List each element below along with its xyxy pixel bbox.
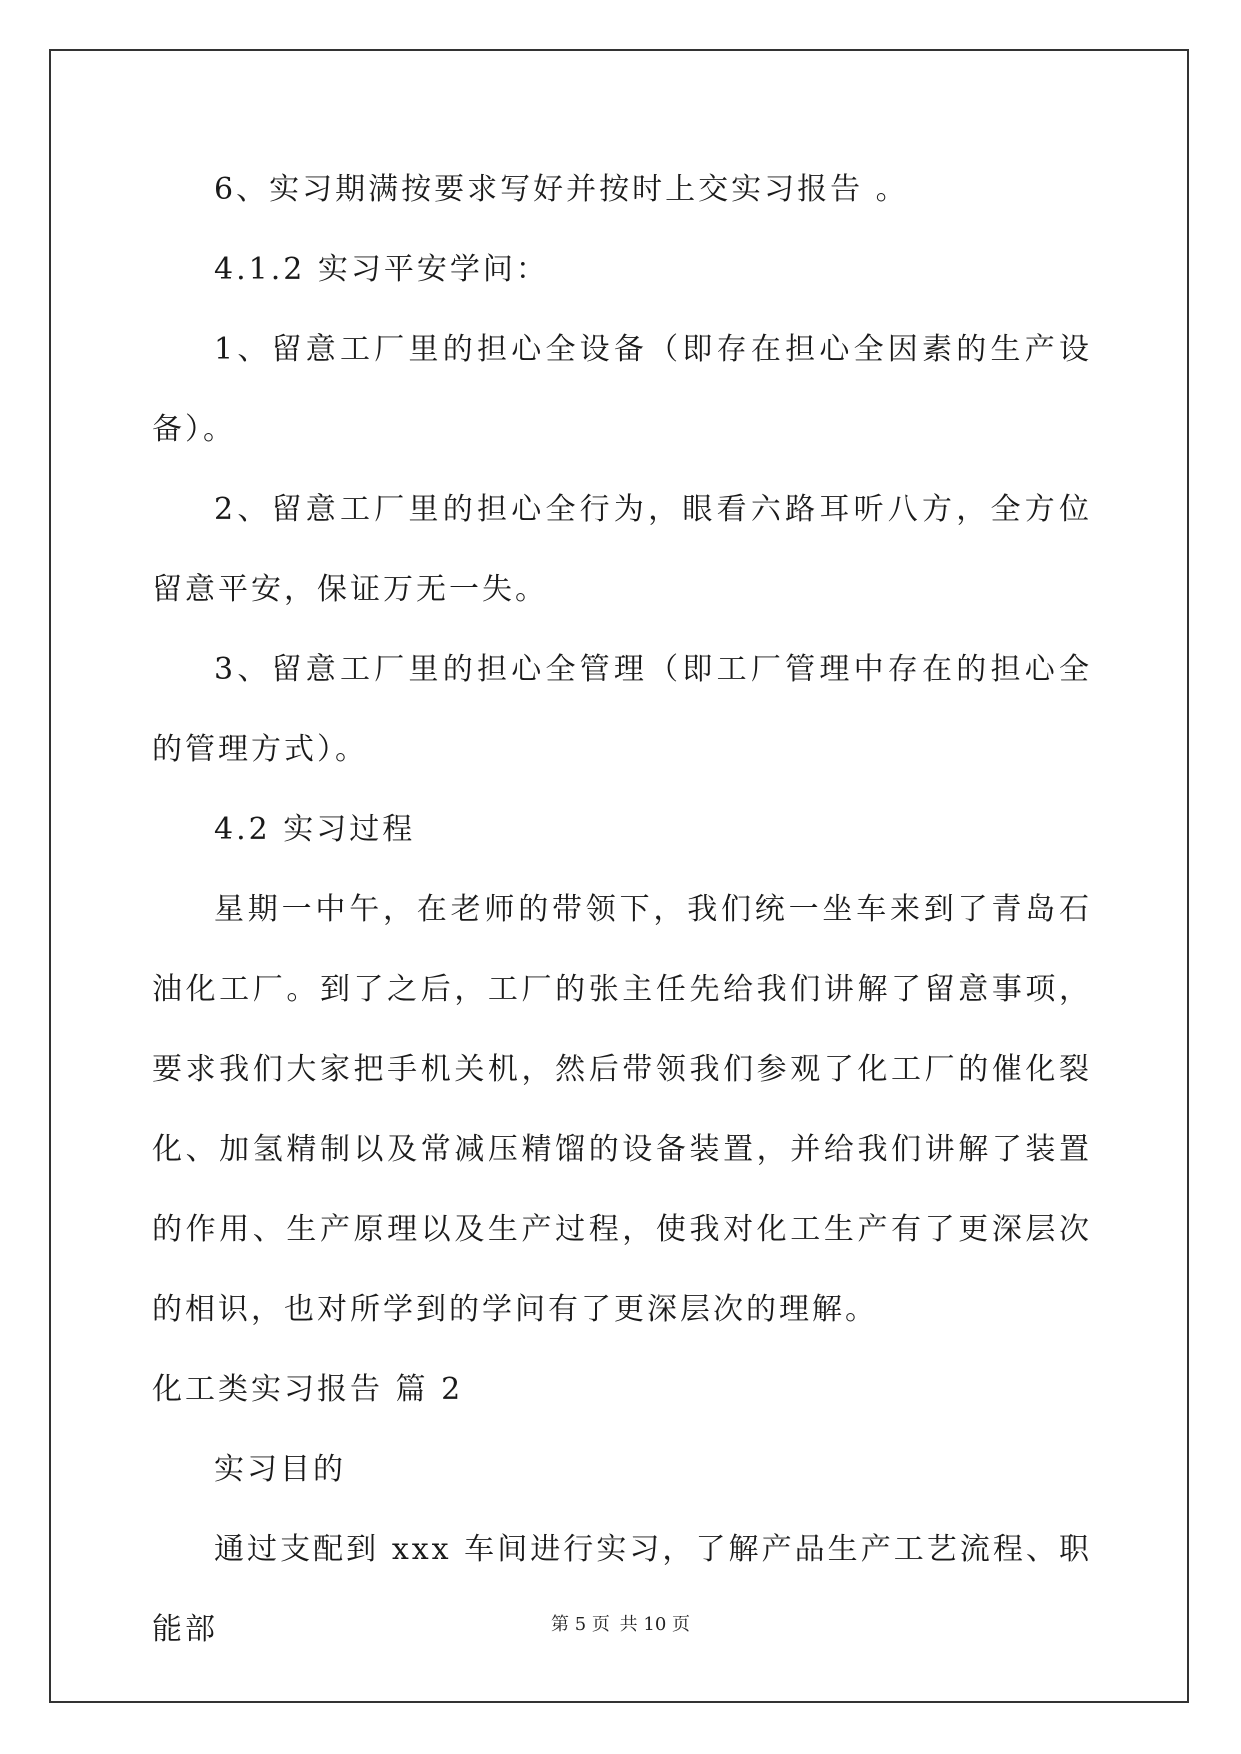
section-heading: 4.2 实习过程 [214,812,416,847]
paragraph: 1、留意工厂里的担心全设备（即存在担心全因素的生产设备）。 [152,332,1092,447]
section-heading: 4.1.2 实习平安学问： [214,252,549,287]
page-footer [0,1610,1241,1636]
page-total: 共 10 页 [619,1614,690,1635]
paragraph: 6、实习期满按要求写好并按时上交实习报告 。 [214,172,909,207]
paragraph: 3、留意工厂里的担心全管理（即工厂管理中存在的担心全的管理方式）。 [152,652,1092,767]
page-number: 第 5 页 [551,1614,610,1635]
article-title: 化工类实习报告 篇 2 [152,1372,464,1407]
paragraph: 通过支配到 xxx 车间进行实习，了解产品生产工艺流程、职能部 [152,1532,1092,1647]
paragraph: 星期一中午，在老师的带领下，我们统一坐车来到了青岛石油化工厂。到了之后，工厂的张主任先给我们讲解了留意事项，要求我们大家把手机关机，然后带领我们参观了化工厂的催化裂化、加氢精制以及常减压精馏的设备装置，并给我们讲解了装置的作用、生产原理以及生产过程，使我对化工生产有了更深层次的相识，也对所学到的学问有了更深层次的理解。 [152,892,1092,1327]
section-heading: 实习目的 [214,1452,346,1487]
document-body [152,150,1092,1670]
paragraph: 2、留意工厂里的担心全行为，眼看六路耳听八方，全方位留意平安，保证万无一失。 [152,492,1092,607]
